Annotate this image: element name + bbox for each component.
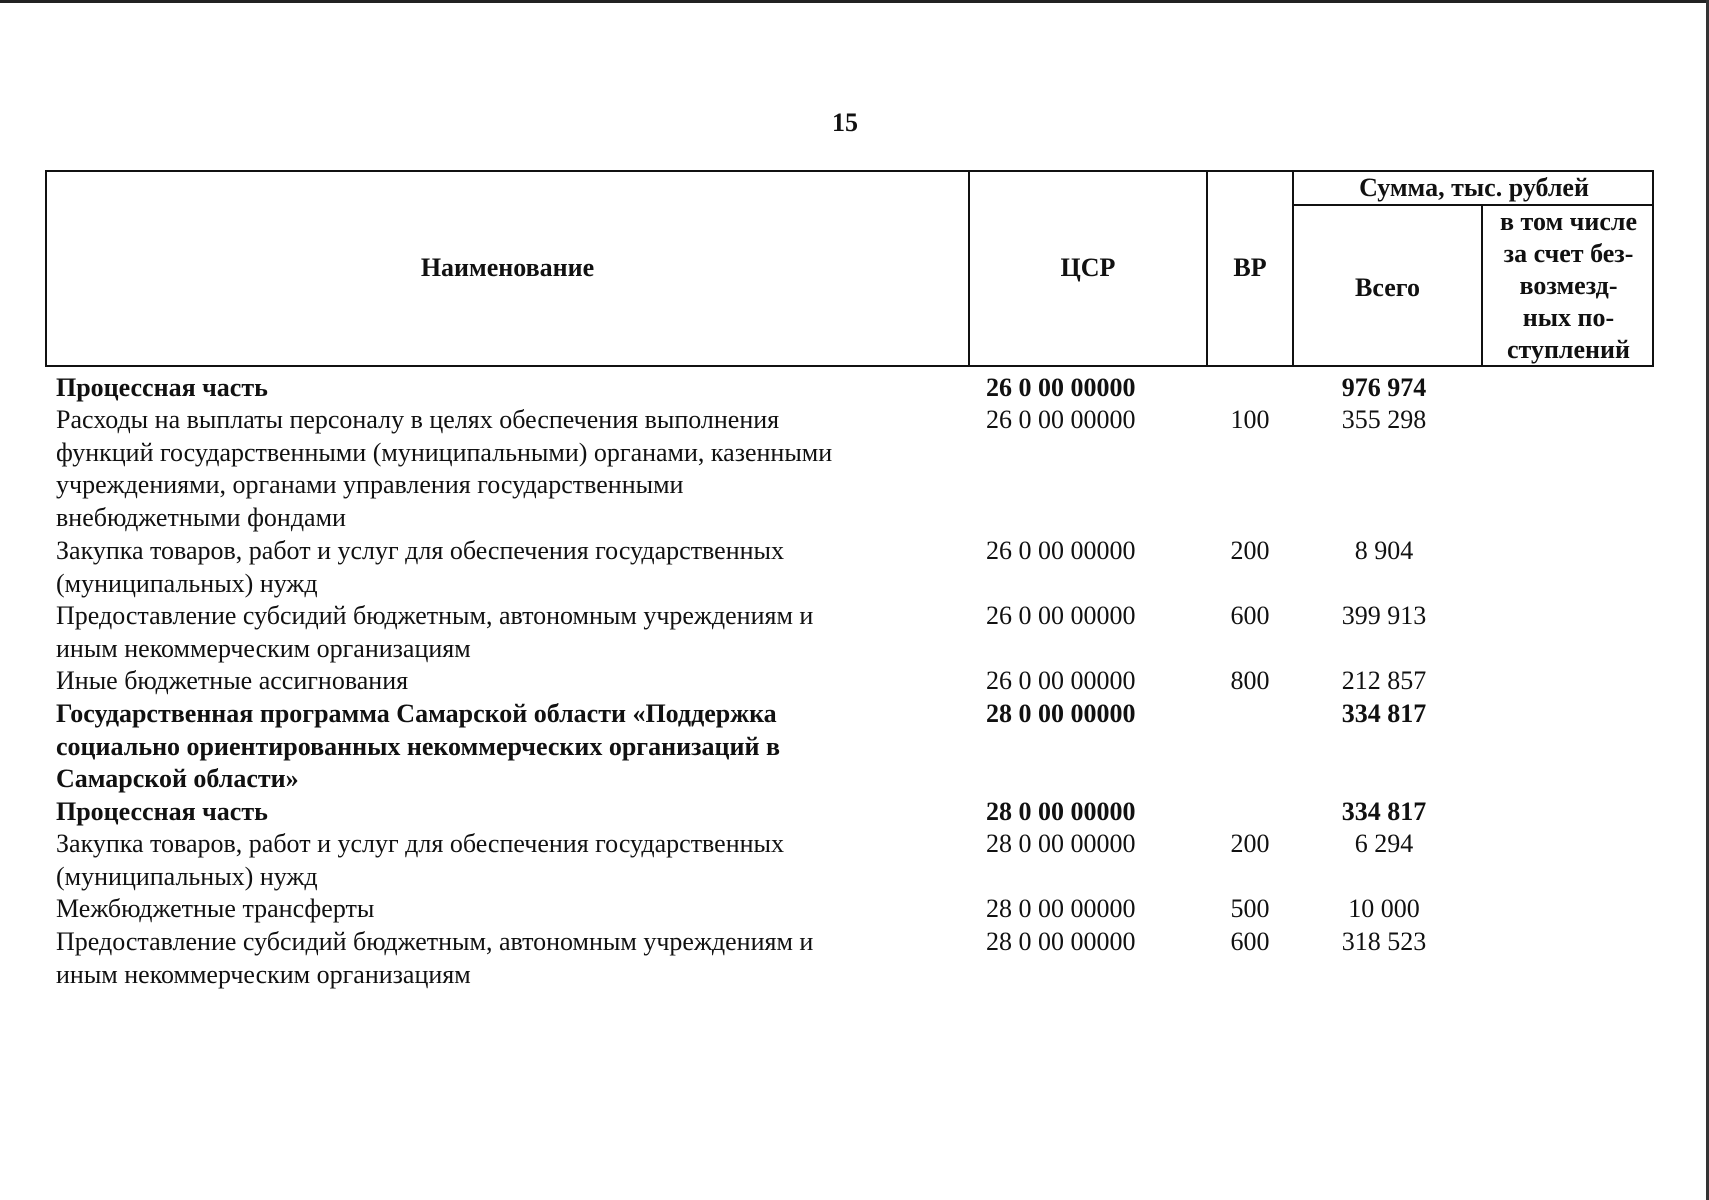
table-header <box>45 170 1654 367</box>
header-including-line: за счет без- <box>1503 239 1634 268</box>
header-vr: ВР <box>1233 253 1267 282</box>
page-number: 15 <box>832 108 858 137</box>
header-sum-group: Сумма, тыс. рублей <box>1359 173 1589 202</box>
header-including-line: в том числе <box>1500 207 1637 236</box>
row-total: 318 523 <box>1341 927 1427 956</box>
row-vr: 200 <box>1230 536 1270 565</box>
row-total: 6 294 <box>1354 829 1414 858</box>
row-vr: 600 <box>1230 927 1270 956</box>
row-name: Иные бюджетные ассигнования <box>56 666 409 695</box>
row-total: 976 974 <box>1341 373 1427 402</box>
row-name: Межбюджетные трансферты <box>56 894 375 923</box>
row-name: Государственная программа Самарской области «Поддержка социально ориентированных некоммерческих организаций в Самарской области» <box>56 699 780 794</box>
row-name: Предоставление субсидий бюджетным, автономным учреждениям и иным некоммерческим организациям <box>56 927 814 989</box>
row-total: 10 000 <box>1348 894 1420 923</box>
row-vr: 500 <box>1230 894 1270 923</box>
row-csr: 28 0 00 00000 <box>986 829 1136 858</box>
row-vr: 800 <box>1230 666 1270 695</box>
row-csr: 26 0 00 00000 <box>986 601 1136 630</box>
row-csr: 28 0 00 00000 <box>986 797 1136 826</box>
row-name: Расходы на выплаты персоналу в целях обеспечения выполнения функций государственными (муниципальными) органами, казенными учреждениями, органами управления государственными внебюджетными фондами <box>56 405 833 532</box>
header-including-line: возмезд- <box>1519 271 1618 300</box>
row-csr: 28 0 00 00000 <box>986 894 1136 923</box>
row-total: 8 904 <box>1354 536 1414 565</box>
header-including-line: ступлений <box>1506 335 1631 364</box>
page-top-edge <box>0 0 1709 3</box>
row-csr: 26 0 00 00000 <box>986 666 1136 695</box>
row-name: Процессная часть <box>56 797 268 826</box>
row-csr: 26 0 00 00000 <box>986 536 1136 565</box>
row-csr: 26 0 00 00000 <box>986 405 1136 434</box>
header-including <box>1483 206 1654 366</box>
row-csr: 28 0 00 00000 <box>986 699 1136 728</box>
row-vr: 600 <box>1230 601 1270 630</box>
header-including-line: ных по- <box>1522 303 1615 332</box>
row-csr: 26 0 00 00000 <box>986 373 1136 402</box>
header-name: Наименование <box>420 253 595 282</box>
row-name: Процессная часть <box>56 373 268 402</box>
row-total: 212 857 <box>1341 666 1427 695</box>
row-name: Закупка товаров, работ и услуг для обеспечения государственных (муниципальных) нужд <box>56 829 785 891</box>
header-csr: ЦСР <box>1060 253 1116 282</box>
row-name: Предоставление субсидий бюджетным, автономным учреждениям и иным некоммерческим организациям <box>56 601 814 663</box>
row-total: 399 913 <box>1341 601 1427 630</box>
row-total: 334 817 <box>1341 699 1427 728</box>
row-vr: 100 <box>1230 405 1270 434</box>
row-total: 355 298 <box>1341 405 1427 434</box>
row-name: Закупка товаров, работ и услуг для обеспечения государственных (муниципальных) нужд <box>56 536 785 598</box>
row-vr: 200 <box>1230 829 1270 858</box>
header-total: Всего <box>1355 273 1420 302</box>
row-csr: 28 0 00 00000 <box>986 927 1136 956</box>
row-total: 334 817 <box>1341 797 1427 826</box>
